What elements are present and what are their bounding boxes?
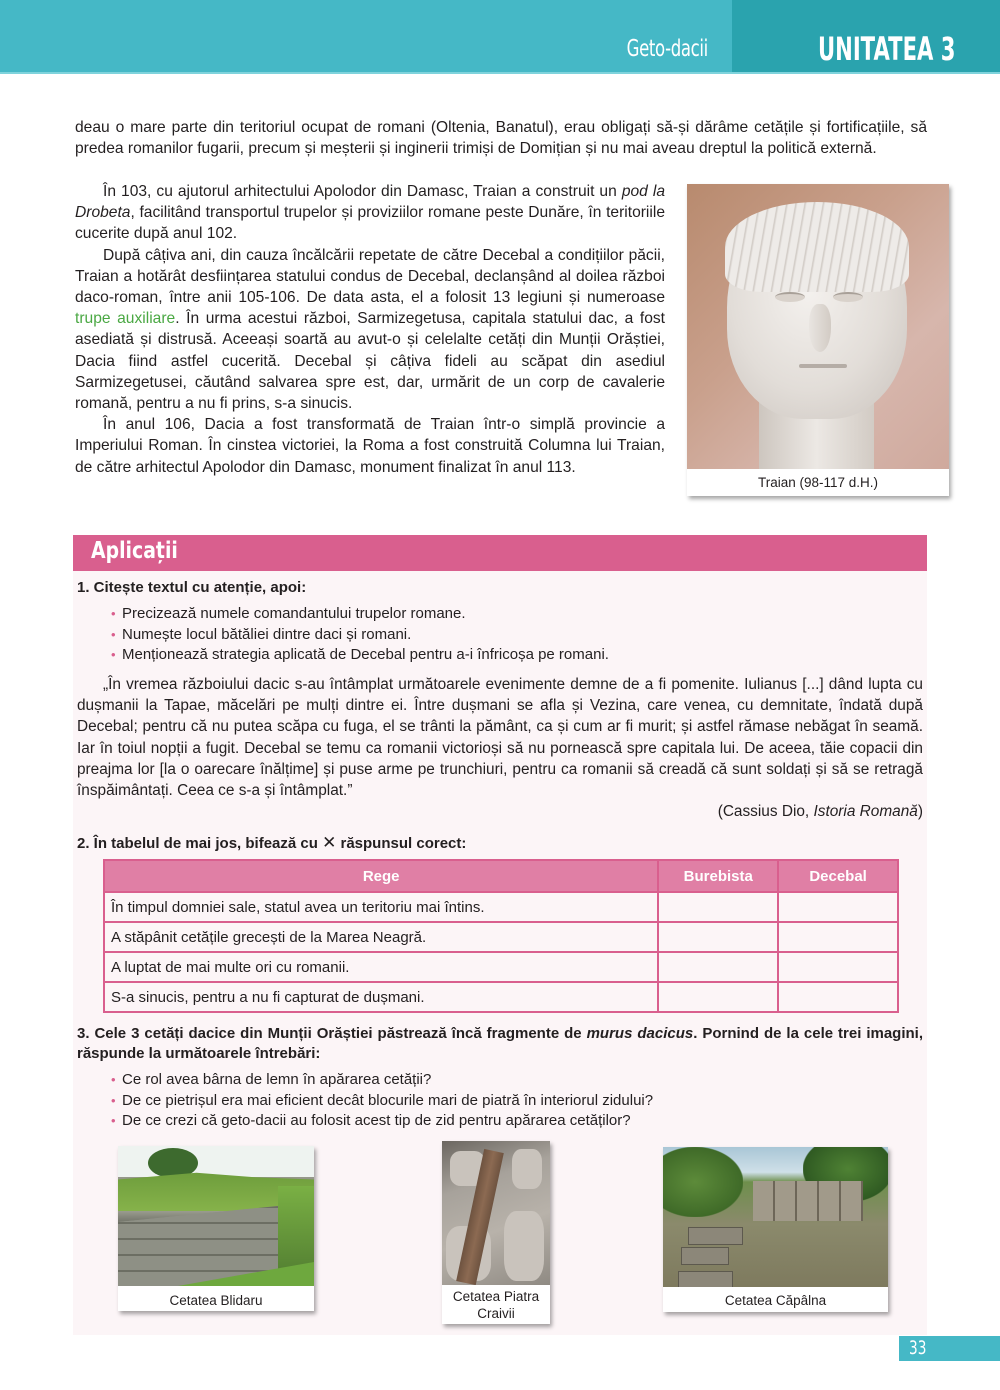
source-quote: [77, 674, 923, 822]
list-item: • Ce rol avea bârna de lemn în apărarea cetății?: [111, 1070, 653, 1091]
photo-blidaru: [118, 1146, 314, 1311]
bullet-icon: •: [111, 606, 116, 621]
table-row: [104, 892, 898, 922]
drobeta-bridge-term: pod la Drobeta: [75, 183, 665, 222]
question-1-label: 1. Citește textul cu atenție, apoi:: [77, 579, 307, 596]
burebista-answer-cell[interactable]: [658, 952, 778, 982]
photo-caption: Cetatea Piatra Craivii: [452, 1289, 540, 1321]
paragraph-2: În 103, cu ajutorul arhitectului Apolodor din Damasc, Traian a construit un pod la Drobeta, facilitând transportul trupelor și proviziilor romane peste Dunăre, în teritoriile cucerite după anul 102.: [75, 183, 665, 243]
decebal-answer-cell[interactable]: [778, 922, 898, 952]
table-row: [104, 922, 898, 952]
table-header-row: [104, 860, 898, 892]
applications-title: Aplicații: [91, 538, 178, 564]
bullet-icon: •: [111, 647, 116, 662]
decebal-answer-cell[interactable]: [778, 982, 898, 1012]
decebal-answer-cell[interactable]: [778, 952, 898, 982]
x-mark-icon: ✕: [322, 833, 337, 852]
piatra-craivii-beam-image: [442, 1141, 550, 1285]
photo-piatra-craivii: [442, 1141, 550, 1324]
list-item: • De ce pietrișul era mai eficient decât blocurile mari de piatră în interiorul zidului?: [111, 1091, 653, 1112]
intro-paragraph: [75, 117, 927, 159]
question-1-bullets: [111, 604, 609, 666]
question-2-label: 2. În tabelul de mai jos, bifează cu ✕ răspunsul corect:: [77, 833, 467, 852]
blidaru-wall-image: [118, 1146, 314, 1286]
header-divider: [0, 72, 1000, 74]
column-header-decebal: Decebal: [778, 860, 898, 892]
statement-cell: A luptat de mai multe ori cu romanii.: [104, 952, 658, 982]
paragraph-3: După câțiva ani, din cauza încălcării repetate de către Decebal a condițiilor păcii, Traian a hotărât desființarea statului condus de Decebal, declanșând al doilea război daco-roman, între anii 105-106. De data asta, el a folosit 13 legiuni și numeroase trupe auxiliare. În urma acestui război, Sarmizegetusa, capitala statului dac, a fost asediată și distrusă. Aceeași soartă au avut-o și celelalte cetăți din Munții Orăștiei, Dacia fiind astfel cucerită. Decebal și câțiva fideli au scăpat din asediul Sarmizegetusei, căutând salvarea spre est, dar, urmărit de un corp de cavalerie romană, pentru a nu fi prins, s-a sinucis.: [75, 246, 665, 413]
list-item: • Precizează numele comandantului trupelor romane.: [111, 604, 609, 625]
paragraph-4: În anul 106, Dacia a fost transformată de Traian într-o simplă provincie a Imperiului Roman. În cinstea victoriei, la Roma a fost construită Columna lui Traian, de către arhitectul Apolodor din Damasc, monument finalizat în anul 113.: [75, 416, 665, 476]
page-number: 33: [909, 1337, 927, 1359]
list-item: • Menționează strategia aplicată de Decebal pentru a-i înfricoșa pe romani.: [111, 645, 609, 666]
burebista-answer-cell[interactable]: [658, 892, 778, 922]
applications-title-bar: [73, 535, 927, 571]
glossary-term-link[interactable]: trupe auxiliare: [75, 310, 176, 328]
column-header-burebista: Burebista: [658, 860, 778, 892]
column-header-king: Rege: [104, 860, 658, 892]
photo-caption: Cetatea Căpâlna: [724, 1293, 827, 1308]
bullet-icon: •: [111, 626, 116, 642]
page-number-badge: [899, 1336, 1000, 1361]
table-row: [104, 982, 898, 1012]
chapter-title: Geto-dacii: [626, 36, 708, 62]
list-item: • De ce crezi că geto-dacii au folosit acest tip de zid pentru apărarea cetăților?: [111, 1111, 653, 1132]
bullet-icon: •: [111, 1113, 116, 1128]
list-item: • Numește locul bătăliei dintre daci și romani.: [111, 625, 609, 646]
burebista-answer-cell[interactable]: [658, 982, 778, 1012]
burebista-answer-cell[interactable]: [658, 922, 778, 952]
quote-source: (Cassius Dio, Istoria Romană): [717, 803, 923, 821]
quote-text: „În vremea războiului dacic s-au întâmplat următoarele evenimente demne de a fi pomenite. Iulianus [...] dând lupta cu dușmanii la Tapae, măcelări pe mulți dintre ei. Între dușmani se afla și Vezina, care venea, cu demnitate, îndată după Decebal; pentru că nu putea scăpa cu fuga, el se trânti la pământ, ca și cum ar fi murit; și astfel rămase nebăgat în seamă. Iar în toiul nopții a fugit. Decebal se temu ca romanii victorioși să nu pornească spre capitala lui. De aceea, tăie copacii din preajma lor [la o oarecare înălțime] și puse arme pe trunchiuri, pentru ca romanii să creadă că sunt soldați și să se retragă înspăimântați. Ceea ce s-a și întâmplat.”: [77, 676, 923, 800]
statement-cell: A stăpânit cetățile grecești de la Marea Neagră.: [104, 922, 658, 952]
photo-capalna: [663, 1147, 888, 1312]
traian-portrait-figure: [687, 184, 949, 496]
decebal-answer-cell[interactable]: [778, 892, 898, 922]
paragraph-1: deau o mare parte din teritoriul ocupat de romani (Oltenia, Banatul), erau obligați să-și dărâme cetățile și fortificațiile, să predea romanilor fugarii, precum și meșterii și inginerii trimiși de Domițian și nu mai aveau dreptul la politică externă.: [75, 119, 927, 158]
capalna-ruins-image: [663, 1147, 888, 1287]
bullet-icon: •: [111, 1072, 116, 1087]
kings-table: [103, 859, 899, 1013]
photo-caption: Cetatea Blidaru: [169, 1293, 263, 1308]
applications-box: [73, 535, 927, 1335]
question-3-label: 3. Cele 3 cetăți dacice din Munții Orăștiei păstrează încă fragmente de murus dacicus. Pornind de la cele trei imagini, răspunde la următoarele întrebări:: [77, 1025, 923, 1062]
marble-bust-image: [687, 184, 949, 469]
statement-cell: În timpul domniei sale, statul avea un teritoriu mai întins.: [104, 892, 658, 922]
main-text-column: [75, 181, 665, 478]
portrait-caption: Traian (98-117 d.H.): [757, 475, 879, 490]
question-3-bullets: [111, 1070, 653, 1132]
unit-title: UNITATEA 3: [818, 30, 956, 68]
table-row: [104, 952, 898, 982]
bullet-icon: •: [111, 1092, 116, 1108]
statement-cell: S-a sinucis, pentru a nu fi capturat de dușmani.: [104, 982, 658, 1012]
